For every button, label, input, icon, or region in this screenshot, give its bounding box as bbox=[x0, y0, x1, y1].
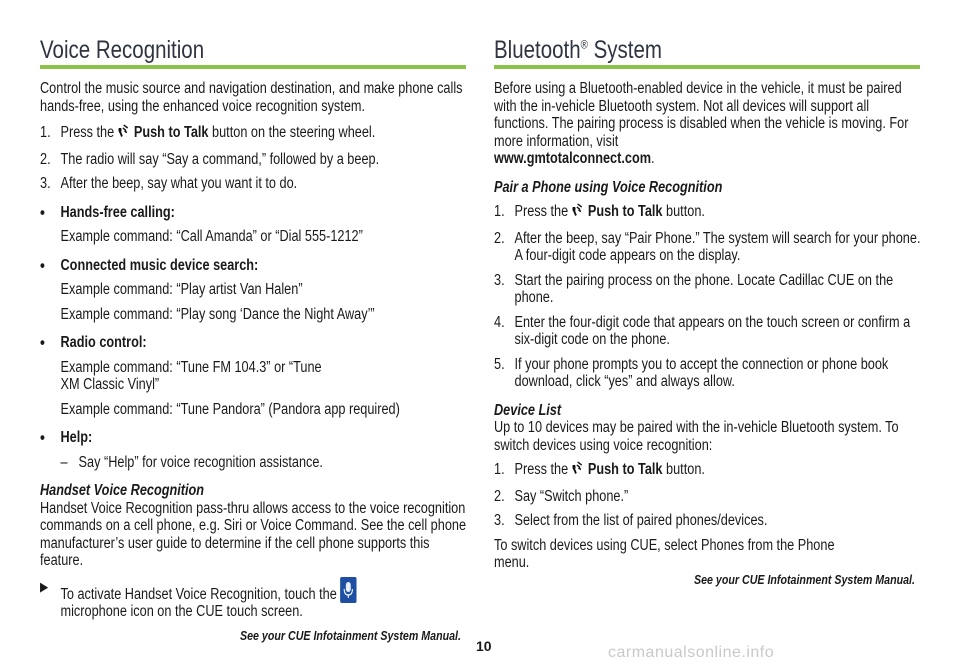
section-title-voice-recognition: Voice Recognition bbox=[40, 36, 205, 64]
example-command: Example command: “Play song ‘Dance the Night Away’” bbox=[60, 305, 375, 323]
step-item: 2. Say “Switch phone.” bbox=[494, 487, 629, 505]
step-item: 3. Select from the list of paired phones/devices. bbox=[494, 512, 768, 529]
example-command: Example command: “Tune FM 104.3” or “Tune XM Classic Vinyl” bbox=[60, 358, 322, 393]
footer-note-right: See your CUE Infotainment System Manual. bbox=[694, 572, 915, 587]
pair-phone-heading: Pair a Phone using Voice Recognition bbox=[494, 178, 723, 196]
activate-instruction: ▶ To activate Handset Voice Recognition, touch the microphone icon on the CUE touch screen. bbox=[40, 577, 468, 621]
step-item: 3. After the beep, say what you want it to do. bbox=[40, 175, 298, 192]
section-title-bluetooth: Bluetooth® System bbox=[494, 36, 662, 64]
device-list-heading: Device List bbox=[494, 401, 562, 419]
bullet-heading: • Hands-free calling: bbox=[40, 202, 175, 222]
watermark: carmanualsonline.info bbox=[608, 644, 775, 661]
push-to-talk-icon bbox=[117, 124, 130, 144]
bullet-heading: • Help: bbox=[40, 428, 93, 447]
example-command: Example command: “Tune Pandora” (Pandora app required) bbox=[60, 400, 400, 418]
push-to-talk-icon bbox=[571, 461, 584, 481]
bullet-heading: • Connected music device search: bbox=[40, 255, 259, 275]
handset-heading: Handset Voice Recognition bbox=[40, 482, 205, 499]
footer-note-left: See your CUE Infotainment System Manual. bbox=[240, 628, 461, 643]
arrow-right-icon: ▶ bbox=[40, 578, 49, 594]
title-divider bbox=[494, 65, 920, 69]
step-item: 2. The radio will say “Say a command,” followed by a beep. bbox=[40, 150, 380, 168]
device-list-paragraph: Up to 10 devices may be paired with the in-vehicle Bluetooth system. To switch devices using voice recognition: bbox=[494, 419, 899, 454]
push-to-talk-icon bbox=[571, 203, 584, 223]
step-item: 5. If your phone prompts you to accept the connection or phone book download, click “yes” and always allow. bbox=[494, 355, 889, 390]
title-divider bbox=[40, 65, 466, 69]
help-item: – Say “Help” for voice recognition assistance. bbox=[60, 453, 323, 471]
step-item: 1. Press the Push to Talk button. bbox=[494, 461, 922, 481]
handset-paragraph: Handset Voice Recognition pass-thru allows access to the voice recognition commands on a cell phone, e.g. Siri or Voice Command. See the cell phone manufacturer’s user guide to determine if the cell phone supports this feature. bbox=[40, 499, 467, 569]
example-command: Example command: “Call Amanda” or “Dial 555-1212” bbox=[60, 228, 363, 245]
intro-paragraph: Before using a Bluetooth-enabled device in the vehicle, it must be paired with the in-vehicle Bluetooth system. Not all devices will support all functions. The pairing process is disabled when the vehicle is moving. For more information, visit www.gmtotalconnect.com. bbox=[494, 80, 909, 167]
intro-paragraph: Control the music source and navigation destination, and make phone calls hands-free, using the enhanced voice recognition system. bbox=[40, 80, 463, 115]
website-link[interactable]: www.gmtotalconnect.com bbox=[494, 150, 652, 167]
step-item: 2. After the beep, say “Pair Phone.” The system will search for your phone. A four-digit code appears on the display. bbox=[494, 229, 921, 264]
page-number: 10 bbox=[476, 638, 492, 654]
step-item: 4. Enter the four-digit code that appears on the touch screen or confirm a six-digit code on the phone. bbox=[494, 313, 911, 348]
cue-switch-paragraph: To switch devices using CUE, select Phones from the Phone menu. bbox=[494, 536, 835, 571]
microphone-icon bbox=[340, 577, 356, 603]
step-item: 1. Press the Push to Talk button on the steering wheel. bbox=[40, 124, 468, 144]
step-item: 1. Press the Push to Talk button. bbox=[494, 203, 922, 223]
step-item: 3. Start the pairing process on the phone. Locate Cadillac CUE on the phone. bbox=[494, 271, 894, 306]
example-command: Example command: “Play artist Van Halen” bbox=[60, 281, 303, 298]
bullet-heading: • Radio control: bbox=[40, 333, 147, 352]
